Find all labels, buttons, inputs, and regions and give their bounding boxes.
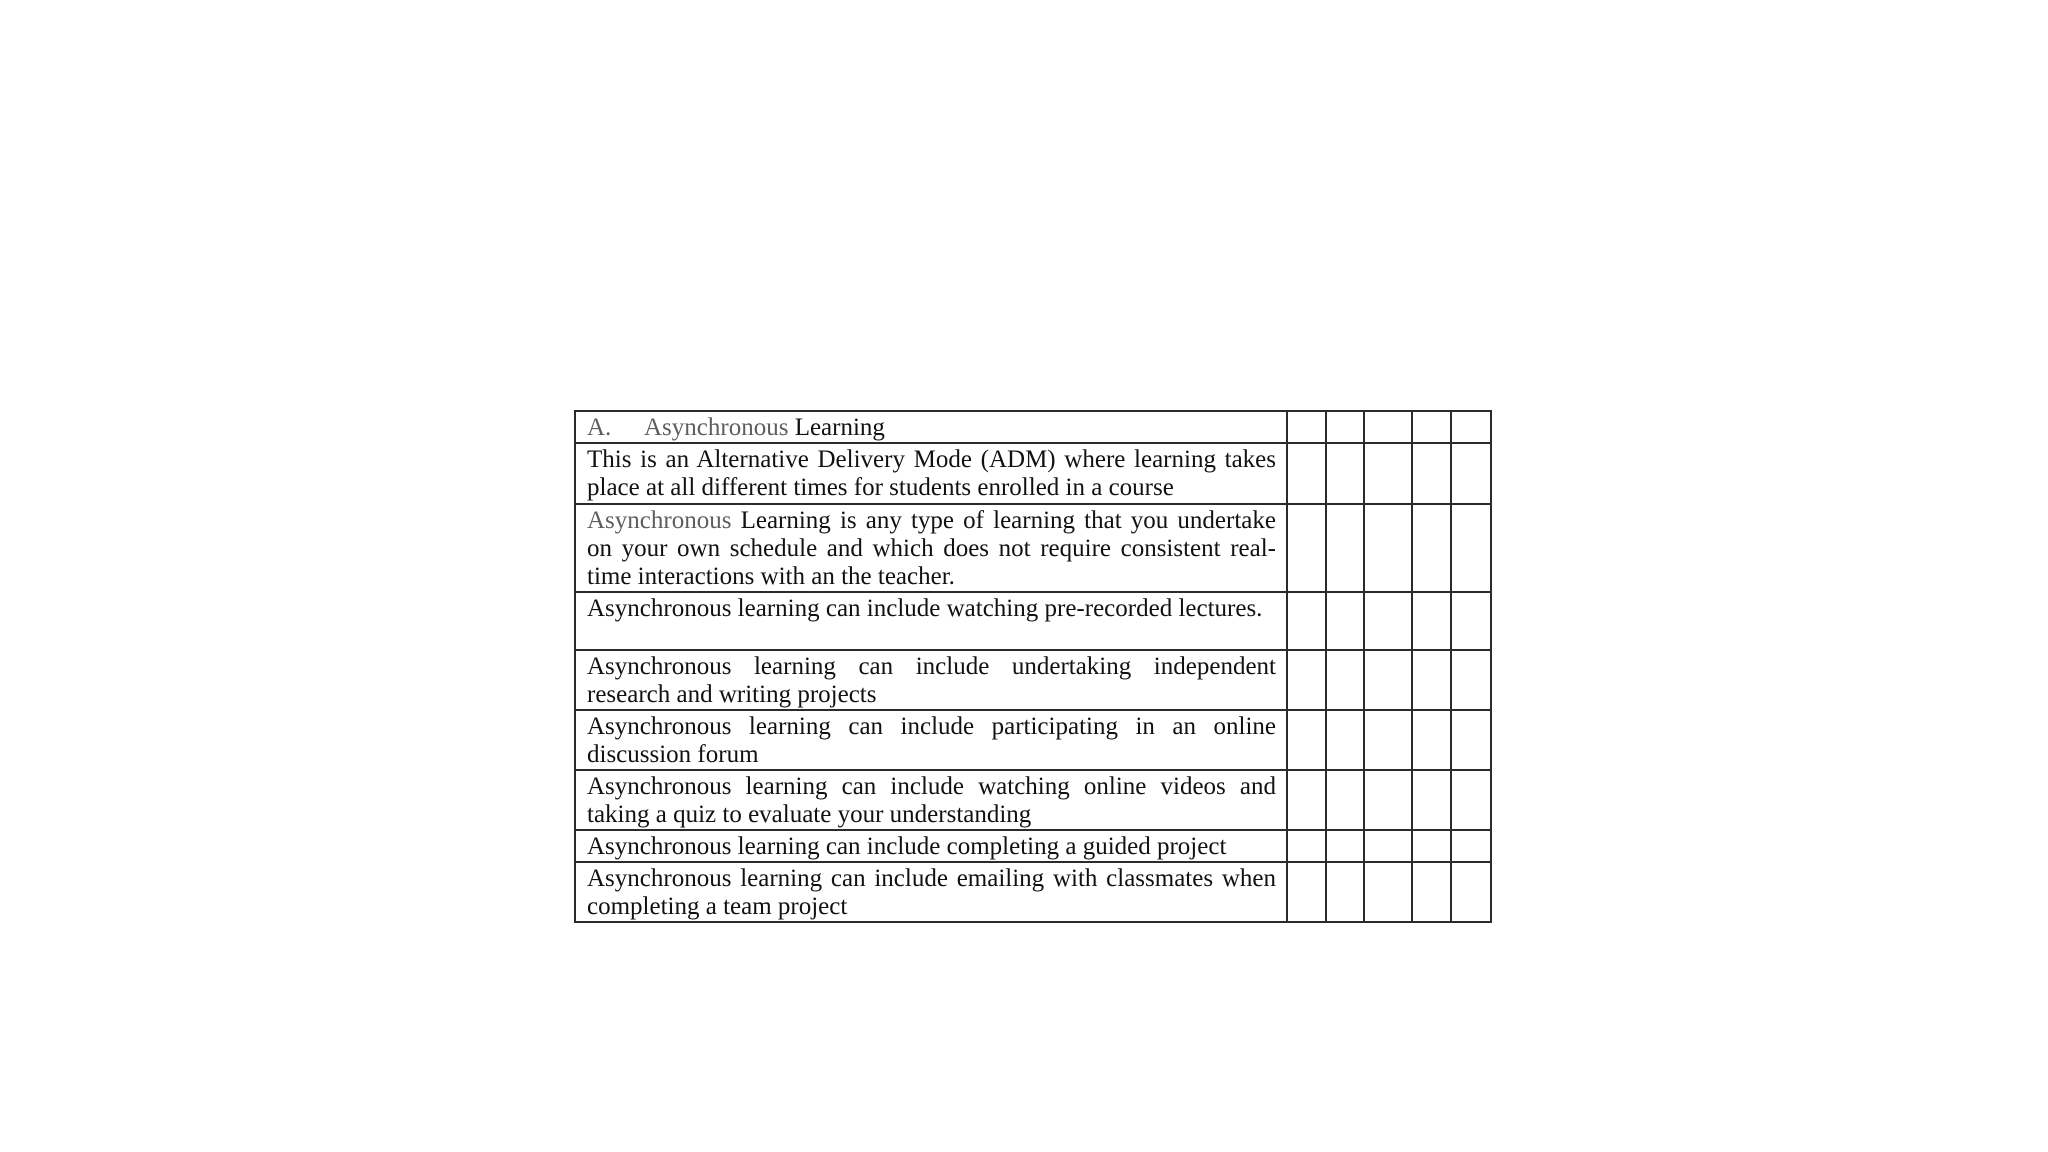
table-row bbox=[575, 830, 1491, 862]
rating-cell[interactable] bbox=[1451, 504, 1491, 592]
rating-cell[interactable] bbox=[1326, 443, 1364, 504]
statement-text: Asynchronous learning can include watching pre-recorded lectures. bbox=[575, 592, 1287, 650]
rating-cell[interactable] bbox=[1287, 504, 1326, 592]
rating-cell[interactable] bbox=[1287, 650, 1326, 710]
rating-cell[interactable] bbox=[1364, 443, 1412, 504]
rating-cell[interactable] bbox=[1287, 862, 1326, 922]
rating-cell[interactable] bbox=[1451, 443, 1491, 504]
rating-cell[interactable] bbox=[1451, 411, 1491, 443]
table-row bbox=[575, 443, 1491, 504]
statement-body: Learning is any type of learning that you undertake on your own schedule and which does not require consistent real-time interactions with an the teacher. bbox=[587, 507, 1276, 590]
rating-cell[interactable] bbox=[1412, 443, 1451, 504]
rating-cell[interactable] bbox=[1412, 504, 1451, 592]
rating-cell[interactable] bbox=[1364, 504, 1412, 592]
rating-cell[interactable] bbox=[1451, 770, 1491, 830]
rating-cell[interactable] bbox=[1326, 411, 1364, 443]
rating-cell[interactable] bbox=[1412, 710, 1451, 770]
rating-cell[interactable] bbox=[1364, 411, 1412, 443]
rating-cell[interactable] bbox=[1326, 710, 1364, 770]
rating-cell[interactable] bbox=[1287, 592, 1326, 650]
rating-cell[interactable] bbox=[1287, 770, 1326, 830]
statement-prefix: Asynchronous bbox=[587, 507, 732, 534]
rating-cell[interactable] bbox=[1326, 504, 1364, 592]
rating-cell[interactable] bbox=[1326, 592, 1364, 650]
table-row bbox=[575, 650, 1491, 710]
rating-cell[interactable] bbox=[1451, 592, 1491, 650]
rating-cell[interactable] bbox=[1412, 862, 1451, 922]
rating-cell[interactable] bbox=[1364, 830, 1412, 862]
statement-text: Asynchronous learning can include undertaking independent research and writing projects bbox=[575, 650, 1287, 710]
statement-text: Asynchronous learning can include emailing with classmates when completing a team project bbox=[575, 862, 1287, 922]
rating-cell[interactable] bbox=[1412, 592, 1451, 650]
rating-cell[interactable] bbox=[1287, 443, 1326, 504]
statement-text bbox=[575, 504, 1287, 592]
rating-cell[interactable] bbox=[1412, 770, 1451, 830]
rating-cell[interactable] bbox=[1451, 650, 1491, 710]
rating-cell[interactable] bbox=[1364, 770, 1412, 830]
rating-cell[interactable] bbox=[1326, 770, 1364, 830]
rating-cell[interactable] bbox=[1364, 592, 1412, 650]
rating-cell[interactable] bbox=[1412, 411, 1451, 443]
rating-cell[interactable] bbox=[1364, 862, 1412, 922]
rating-cell[interactable] bbox=[1326, 650, 1364, 710]
table-row bbox=[575, 504, 1491, 592]
rating-cell[interactable] bbox=[1287, 411, 1326, 443]
statement-text: Asynchronous learning can include completing a guided project bbox=[575, 830, 1287, 862]
rating-cell[interactable] bbox=[1451, 830, 1491, 862]
section-letter: A. bbox=[587, 414, 612, 441]
table-row bbox=[575, 592, 1491, 650]
rating-cell[interactable] bbox=[1287, 710, 1326, 770]
section-title bbox=[575, 411, 1287, 443]
statement-text: This is an Alternative Delivery Mode (ADM) where learning takes place at all different times for students enrolled in a course bbox=[575, 443, 1287, 504]
rating-cell[interactable] bbox=[1364, 650, 1412, 710]
statement-text: Asynchronous learning can include watching online videos and taking a quiz to evaluate your understanding bbox=[575, 770, 1287, 830]
rating-cell[interactable] bbox=[1364, 710, 1412, 770]
rating-cell[interactable] bbox=[1451, 710, 1491, 770]
rating-cell[interactable] bbox=[1326, 830, 1364, 862]
rating-cell[interactable] bbox=[1451, 862, 1491, 922]
rating-cell[interactable] bbox=[1412, 830, 1451, 862]
survey-table bbox=[574, 410, 1492, 923]
rating-cell[interactable] bbox=[1326, 862, 1364, 922]
table-row bbox=[575, 862, 1491, 922]
section-header-row bbox=[575, 411, 1491, 443]
table-row bbox=[575, 710, 1491, 770]
table-row bbox=[575, 770, 1491, 830]
rating-cell[interactable] bbox=[1287, 830, 1326, 862]
statement-text: Asynchronous learning can include participating in an online discussion forum bbox=[575, 710, 1287, 770]
rating-cell[interactable] bbox=[1412, 650, 1451, 710]
section-title-prefix: Asynchronous bbox=[644, 414, 789, 441]
section-title-suffix: Learning bbox=[788, 414, 885, 441]
